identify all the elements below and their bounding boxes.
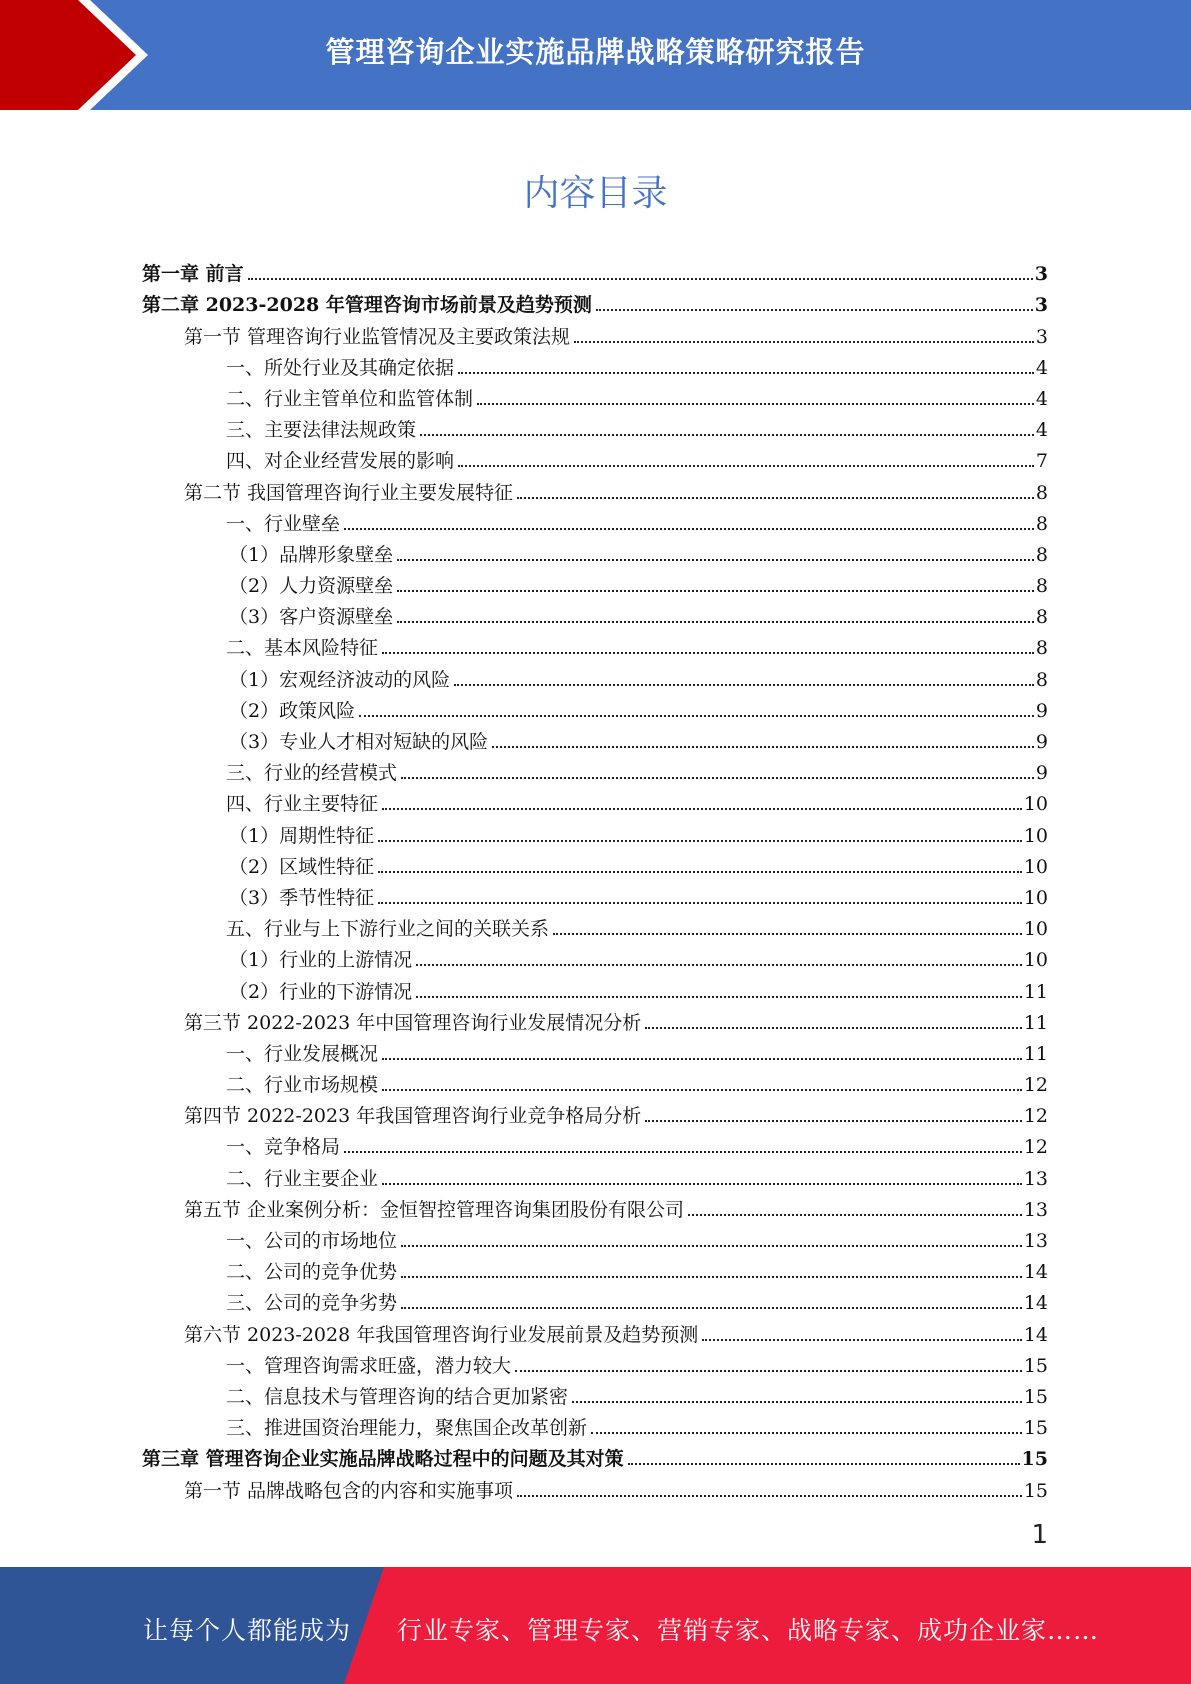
toc-dot-leader	[688, 1214, 1022, 1216]
toc-entry[interactable]	[142, 441, 1048, 472]
toc-entry[interactable]	[142, 878, 1048, 909]
toc-entry-title: 三、公司的竞争劣势	[226, 1292, 398, 1315]
toc-entry[interactable]	[142, 847, 1048, 878]
toc-dot-leader	[397, 590, 1034, 592]
toc-entry[interactable]	[142, 535, 1048, 566]
toc-dot-leader	[645, 1027, 1022, 1029]
toc-dot-leader	[382, 1058, 1022, 1060]
page-number: 1	[1031, 1520, 1048, 1550]
toc-entry-title: （2）行业的下游情况	[229, 980, 413, 1003]
toc-entry[interactable]	[142, 659, 1048, 690]
toc-entry-title: 四、对企业经营发展的影响	[226, 450, 455, 473]
toc-dot-leader	[572, 1401, 1022, 1403]
toc-entry-title: 一、行业发展概况	[226, 1042, 379, 1065]
toc-entry[interactable]	[142, 691, 1048, 722]
toc-entry-page: 13	[1023, 1198, 1048, 1221]
toc-dot-leader	[416, 964, 1022, 966]
toc-entry-title: 三、主要法律法规政策	[226, 419, 417, 442]
toc-dot-leader	[458, 372, 1034, 374]
toc-entry-page: 10	[1023, 886, 1048, 909]
toc-entry-title: （3）季节性特征	[229, 886, 375, 909]
toc-entry-page: 8	[1035, 606, 1048, 629]
toc-entry-title: 第二节 我国管理咨询行业主要发展特征	[184, 481, 514, 504]
toc-entry-title: 一、竞争格局	[226, 1136, 341, 1159]
toc-entry-title: 四、行业主要特征	[226, 793, 379, 816]
toc-entry-page: 14	[1023, 1323, 1048, 1346]
toc-entry[interactable]	[142, 379, 1048, 410]
toc-entry-title: 二、信息技术与管理咨询的结合更加紧密	[226, 1385, 569, 1408]
toc-entry[interactable]	[142, 1221, 1048, 1252]
toc-dot-leader	[401, 1245, 1022, 1247]
toc-entry-title: 第一节 管理咨询行业监管情况及主要政策法规	[184, 325, 571, 348]
toc-entry-page: 15	[1023, 1479, 1048, 1502]
toc-entry[interactable]	[142, 1034, 1048, 1065]
toc-entry-title: 第五节 企业案例分析：金恒智控管理咨询集团股份有限公司	[184, 1198, 685, 1221]
toc-entry[interactable]	[142, 1096, 1048, 1127]
toc-entry-page: 12	[1023, 1074, 1048, 1097]
toc-entry[interactable]	[142, 566, 1048, 597]
toc-dot-leader	[382, 652, 1034, 654]
toc-entry-page: 15	[1023, 1354, 1048, 1377]
toc-entry[interactable]	[142, 722, 1048, 753]
toc-entry-title: 一、所处行业及其确定依据	[226, 356, 455, 379]
toc-entry-page: 10	[1023, 918, 1048, 941]
toc-dot-leader	[378, 840, 1022, 842]
toc-entry-title: 第三章 管理咨询企业实施品牌战略过程中的问题及其对策	[142, 1448, 624, 1471]
toc-dot-leader	[702, 1339, 1022, 1341]
toc-entry-page: 3	[1035, 325, 1048, 348]
toc-dot-leader	[248, 278, 1033, 280]
toc-dot-leader	[596, 309, 1033, 311]
toc-entry-page: 12	[1023, 1136, 1048, 1159]
toc-dot-leader	[458, 465, 1034, 467]
toc-entry[interactable]	[142, 940, 1048, 971]
toc-entry[interactable]	[142, 1283, 1048, 1314]
toc-entry-title: （1）宏观经济波动的风险	[229, 668, 451, 691]
toc-entry-title: 二、行业市场规模	[226, 1074, 379, 1097]
toc-heading: 内容目录	[523, 173, 668, 214]
toc-entry[interactable]	[142, 504, 1048, 535]
toc-entry-title: 一、行业壁垒	[226, 512, 341, 535]
toc-dot-leader	[382, 1089, 1022, 1091]
report-title: 管理咨询企业实施品牌战略策略研究报告	[325, 35, 866, 69]
footer-slogan-left: 让每个人都能成为	[143, 1616, 352, 1645]
toc-entry-page: 12	[1023, 1105, 1048, 1128]
toc-entry-page: 3	[1034, 263, 1048, 286]
toc-entry-title: 二、行业主管单位和监管体制	[226, 387, 474, 410]
toc-entry[interactable]	[142, 1408, 1048, 1439]
toc-dot-leader	[553, 933, 1022, 935]
toc-dot-leader	[344, 1151, 1022, 1153]
toc-entry[interactable]	[142, 1377, 1048, 1408]
toc-dot-leader	[401, 1276, 1022, 1278]
toc-entry-title: （3）专业人才相对短缺的风险	[229, 731, 489, 753]
toc-dot-leader	[515, 1370, 1022, 1372]
toc-entry-page: 15	[1023, 1417, 1048, 1440]
toc-entry-page: 9	[1035, 731, 1048, 753]
toc-entry-page: 10	[1023, 824, 1048, 847]
toc-entry[interactable]	[142, 410, 1048, 441]
toc-dot-leader	[645, 1120, 1022, 1122]
toc-dot-leader	[517, 1495, 1022, 1497]
toc-dot-leader	[628, 1463, 1020, 1465]
toc-entry-page: 8	[1035, 481, 1048, 504]
toc-entry-page: 4	[1035, 356, 1048, 379]
toc-dot-leader	[344, 528, 1034, 530]
toc-entry[interactable]	[142, 348, 1048, 379]
toc-entry-title: 第四节 2022-2023 年我国管理咨询行业竞争格局分析	[184, 1105, 642, 1128]
header-banner	[0, 0, 1191, 110]
toc-entry[interactable]	[142, 1003, 1048, 1034]
toc-entry-page: 4	[1035, 387, 1048, 410]
toc-entry-title: （1）周期性特征	[229, 824, 375, 847]
toc-dot-leader	[397, 621, 1034, 623]
toc-entry-page: 7	[1035, 450, 1048, 473]
toc-entry[interactable]	[142, 815, 1048, 846]
toc-entry-title: 二、公司的竞争优势	[226, 1261, 398, 1284]
toc-entry[interactable]	[142, 1065, 1048, 1096]
toc-dot-leader	[574, 341, 1034, 343]
toc-entry[interactable]	[142, 597, 1048, 628]
toc-entry-title: 第六节 2023-2028 年我国管理咨询行业发展前景及趋势预测	[184, 1323, 699, 1346]
toc-entry[interactable]	[142, 1127, 1048, 1158]
toc-dot-leader	[492, 746, 1034, 748]
toc-entry[interactable]	[142, 971, 1048, 1002]
toc-dot-leader	[401, 777, 1034, 779]
toc-entry-page: 13	[1023, 1167, 1048, 1190]
toc-entry-title: 第一节 品牌战略包含的内容和实施事项	[184, 1479, 514, 1502]
toc-dot-leader	[517, 497, 1034, 499]
toc-entry[interactable]	[142, 316, 1048, 347]
toc-entry-title: （2）人力资源壁垒	[229, 575, 394, 598]
toc-entry[interactable]	[142, 472, 1048, 503]
toc-entry-title: （3）客户资源壁垒	[229, 606, 394, 629]
toc-entry-page: 10	[1023, 855, 1048, 878]
toc-dot-leader	[378, 871, 1022, 873]
toc-dot-leader	[591, 1432, 1022, 1434]
toc-dot-leader	[382, 808, 1022, 810]
toc-entry[interactable]	[142, 1346, 1048, 1377]
toc-entry[interactable]	[142, 1158, 1048, 1189]
toc-dot-leader	[378, 902, 1022, 904]
toc-dot-leader	[359, 715, 1034, 717]
toc-entry-page: 8	[1035, 637, 1048, 660]
toc-entry-title: 三、推进国资治理能力，聚焦国企改革创新	[226, 1417, 588, 1440]
toc-dot-leader	[420, 434, 1034, 436]
toc-entry[interactable]	[142, 1470, 1048, 1501]
toc-entry[interactable]	[142, 1314, 1048, 1345]
toc-entry-page: 8	[1035, 543, 1048, 566]
toc-entry-page: 9	[1035, 762, 1048, 785]
toc-dot-leader	[477, 403, 1034, 405]
toc-entry-page: 14	[1023, 1261, 1048, 1284]
toc-entry[interactable]	[142, 1252, 1048, 1283]
toc-entry[interactable]	[142, 254, 1048, 285]
footer-slogan-right: 行业专家、管理专家、营销专家、战略专家、成功企业家……	[397, 1616, 1100, 1645]
toc-entry-page: 11	[1023, 1042, 1048, 1065]
toc-entry-title: 第二章 2023-2028 年管理咨询市场前景及趋势预测	[142, 294, 592, 317]
toc-entry-title: 二、行业主要企业	[226, 1167, 379, 1190]
toc-entry-page: 8	[1035, 512, 1048, 535]
toc-entry-page: 13	[1023, 1230, 1048, 1252]
toc-entry-page: 8	[1035, 575, 1048, 598]
toc-entry[interactable]	[142, 285, 1048, 316]
toc-entry-title: 一、公司的市场地位	[226, 1230, 398, 1252]
toc-entry-title: （1）品牌形象壁垒	[229, 543, 394, 566]
toc-entry-title: 第一章 前言	[142, 263, 244, 286]
toc-entry-title: 第三节 2022-2023 年中国管理咨询行业发展情况分析	[184, 1011, 642, 1034]
toc-entry-page: 10	[1023, 949, 1048, 972]
toc-entry-title: （2）政策风险	[229, 699, 356, 722]
toc-entry[interactable]	[142, 753, 1048, 784]
toc-dot-leader	[416, 996, 1022, 998]
toc-entry[interactable]	[142, 1190, 1048, 1221]
toc-entry-title: 五、行业与上下游行业之间的关联关系	[226, 918, 550, 941]
toc-entry[interactable]	[142, 784, 1048, 815]
toc-entry-page: 10	[1023, 793, 1048, 816]
toc-entry-page: 9	[1035, 699, 1048, 722]
toc-entry-page: 15	[1021, 1448, 1048, 1471]
toc-entry[interactable]	[142, 909, 1048, 940]
toc-entry-page: 15	[1023, 1385, 1048, 1408]
toc-entry-title: 二、基本风险特征	[226, 637, 379, 660]
toc-dot-leader	[397, 559, 1034, 561]
toc-entry-title: 三、行业的经营模式	[226, 762, 398, 785]
footer-banner	[0, 1567, 1191, 1684]
toc-entry-title: （2）区域性特征	[229, 855, 375, 878]
toc-dot-leader	[382, 1183, 1022, 1185]
table-of-contents	[142, 254, 1048, 1502]
toc-entry[interactable]	[142, 628, 1048, 659]
toc-entry-title: （1）行业的上游情况	[229, 949, 413, 972]
toc-entry-page: 3	[1034, 294, 1048, 317]
toc-entry-page: 14	[1023, 1292, 1048, 1315]
toc-dot-leader	[454, 684, 1034, 686]
toc-dot-leader	[401, 1307, 1022, 1309]
toc-entry-page: 4	[1035, 419, 1048, 442]
toc-entry-page: 8	[1035, 668, 1048, 691]
toc-entry[interactable]	[142, 1439, 1048, 1470]
toc-entry-page: 11	[1023, 980, 1048, 1003]
toc-entry-page: 11	[1023, 1011, 1048, 1034]
toc-entry-title: 一、管理咨询需求旺盛，潜力较大	[226, 1354, 512, 1377]
